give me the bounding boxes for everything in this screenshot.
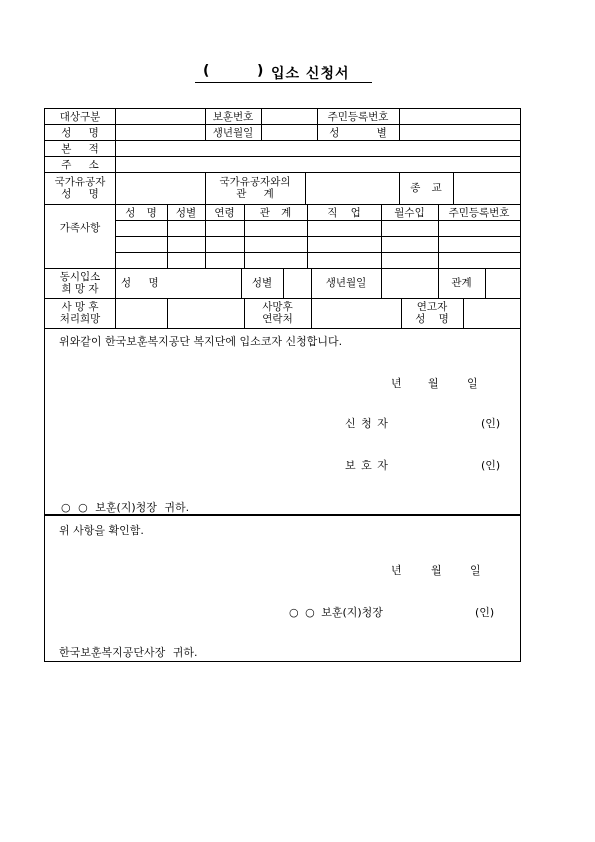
merit-relation-label-2: 관 계 bbox=[236, 188, 274, 200]
family-header-relation: 관 계 bbox=[259, 207, 292, 219]
title-open-paren: ( bbox=[203, 63, 210, 79]
guardian-label: 보 호 자 bbox=[345, 459, 388, 472]
family-header-occupation: 직 업 bbox=[327, 207, 361, 219]
confirmation-section bbox=[44, 515, 521, 662]
confirmation-date-month: 월 bbox=[431, 564, 442, 577]
address-label: 주 소 bbox=[61, 159, 99, 171]
contact-after-death-label-1: 사망후 bbox=[262, 301, 293, 313]
application-form-table bbox=[44, 108, 521, 329]
target-category-label: 대상구분 bbox=[59, 111, 101, 123]
companion-sex-label: 성별 bbox=[251, 277, 273, 289]
family-header-income: 월수입 bbox=[394, 207, 425, 219]
merit-name-label-2: 성 명 bbox=[61, 188, 99, 200]
title-close-paren: ) bbox=[257, 63, 264, 79]
companion-relation-label: 관계 bbox=[451, 277, 472, 289]
application-date-day: 일 bbox=[467, 377, 478, 390]
merit-name-label-1: 국가유공자 bbox=[54, 176, 106, 188]
family-header-age: 연령 bbox=[214, 207, 235, 219]
document-title bbox=[195, 62, 372, 83]
confirmation-statement: 위 사항을 확인함. bbox=[59, 524, 144, 537]
application-date-month: 월 bbox=[428, 377, 439, 390]
title-text: 입소 신청서 bbox=[271, 66, 350, 82]
resident-number-label: 주민등록번호 bbox=[327, 111, 389, 123]
birth-date-label: 생년월일 bbox=[212, 127, 254, 139]
application-statement: 위와같이 한국보훈복지공단 복지단에 입소코자 신청합니다. bbox=[59, 335, 343, 348]
application-date-year: 년 bbox=[391, 377, 402, 390]
merit-relation-label-1: 국가유공자와의 bbox=[219, 176, 291, 188]
confirmation-seal: (인) bbox=[475, 606, 495, 619]
domicile-label: 본 적 bbox=[61, 143, 99, 155]
companion-name-label: 성 명 bbox=[121, 277, 159, 289]
confirmation-addressee: 한국보훈복지공단사장 귀하. bbox=[59, 646, 198, 659]
application-statement-section bbox=[44, 329, 521, 515]
companion-label-2: 희 망 자 bbox=[61, 283, 99, 295]
after-death-label-2: 처리희망 bbox=[59, 313, 101, 325]
family-label: 가족사항 bbox=[59, 222, 101, 234]
contact-after-death-label-2: 연락처 bbox=[262, 313, 293, 325]
guardian-seal: (인) bbox=[481, 459, 501, 472]
applicant-label: 신 청 자 bbox=[345, 417, 388, 430]
guardian-name-label-1: 연고자 bbox=[416, 301, 448, 313]
family-header-sex: 성별 bbox=[175, 207, 197, 219]
veteran-number-label: 보훈번호 bbox=[212, 111, 254, 123]
after-death-label-1: 사 망 후 bbox=[61, 301, 99, 313]
application-addressee: ○ ○ 보훈(지)청장 귀하. bbox=[61, 501, 190, 514]
sex-label: 성 별 bbox=[329, 127, 387, 139]
confirmation-date-year: 년 bbox=[391, 564, 402, 577]
religion-label: 종 교 bbox=[410, 182, 442, 194]
family-header-resident-no: 주민등록번호 bbox=[448, 207, 510, 219]
guardian-name-label-2: 성 명 bbox=[415, 313, 449, 325]
companion-label-1: 동시입소 bbox=[59, 271, 101, 283]
applicant-seal: (인) bbox=[481, 417, 501, 430]
confirmation-date-day: 일 bbox=[470, 564, 481, 577]
name-label: 성 명 bbox=[61, 127, 99, 139]
companion-birth-label: 생년월일 bbox=[325, 277, 367, 289]
family-header-name: 성 명 bbox=[125, 207, 157, 219]
confirmation-office: ○ ○ 보훈(지)청장 bbox=[289, 606, 383, 619]
